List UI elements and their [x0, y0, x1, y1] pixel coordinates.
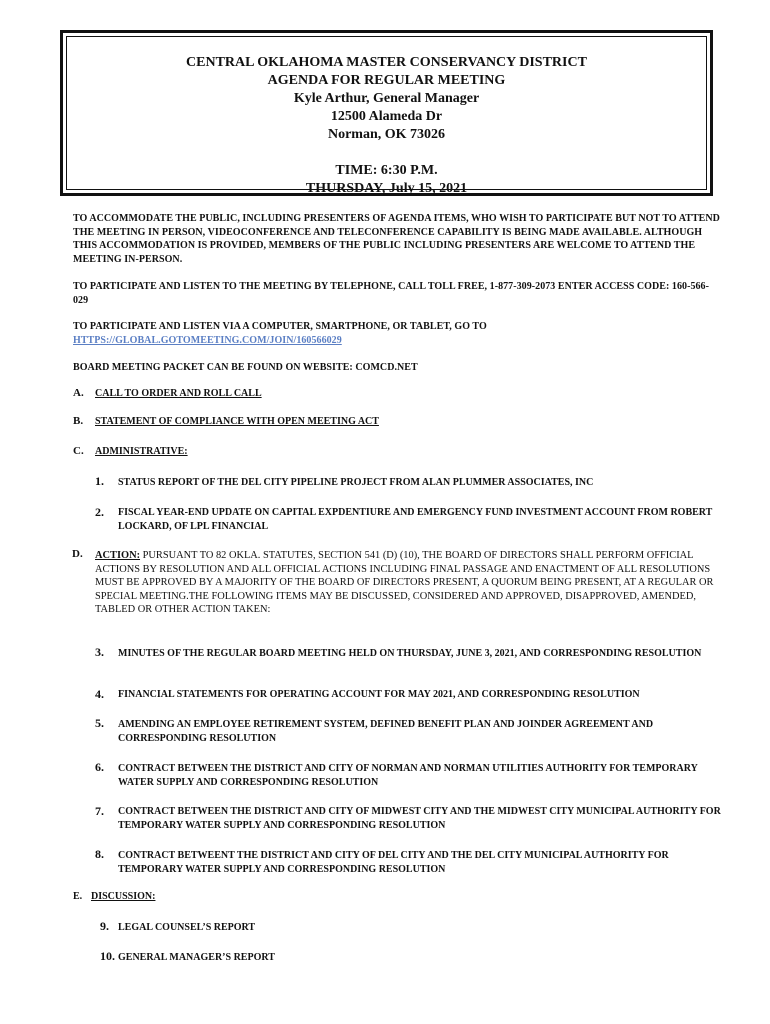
computer-notice-text: TO PARTICIPATE AND LISTEN VIA A COMPUTER, SMARTPHONE, OR TABLET, GO TO [73, 321, 487, 332]
computer-notice [73, 320, 723, 347]
address-line-1: 12500 Alameda Dr [330, 109, 443, 124]
agenda-item-5: AMENDING AN EMPLOYEE RETIREMENT SYSTEM, DEFINED BENEFIT PLAN AND JOINDER AGREEMENT AND CORRESPONDING RESOLUTION [118, 719, 654, 744]
item-number: 2. [95, 505, 104, 519]
action-statement [95, 549, 725, 617]
section-a-title: CALL TO ORDER AND ROLL CALL [95, 388, 262, 399]
section-c-letter: C. [73, 445, 84, 457]
agenda-item-3: MINUTES OF THE REGULAR BOARD MEETING HELD ON THURSDAY, JUNE 3, 2021, AND CORRESPONDING RESOLUTION [118, 648, 702, 659]
accommodation-notice: TO ACCOMMODATE THE PUBLIC, INCLUDING PRESENTERS OF AGENDA ITEMS, WHO WISH TO PARTICIPATE BUT NOT TO ATTEND THE MEETING IN PERSON, VIDEOCONFERENCE AND TELECONFERENCE CAPABILITY IS BEING MADE AVAILABLE. ALTHOUGH THIS ACCOMMODATION IS PROVIDED, MEMBERS OF THE PUBLIC INCLUDING PRESENTERS ARE WELCOME TO ATTEND THE MEETING IN-PERSON. [73, 213, 720, 265]
agenda-item-9: LEGAL COUNSEL’S REPORT [118, 922, 256, 933]
section-d-letter: D. [72, 548, 83, 560]
agenda-item-1: STATUS REPORT OF THE DEL CITY PIPELINE PROJECT FROM ALAN PLUMMER ASSOCIATES, INC [118, 477, 594, 488]
agenda-item-10: GENERAL MANAGER’S REPORT [118, 952, 275, 963]
agenda-subtitle: AGENDA FOR REGULAR MEETING [267, 73, 506, 88]
telephone-notice: TO PARTICIPATE AND LISTEN TO THE MEETING BY TELEPHONE, CALL TOLL FREE, 1-877-309-2073 ENTER ACCESS CODE: 160-566-029 [73, 281, 709, 306]
item-number: 7. [95, 804, 104, 818]
section-b-letter: B. [73, 415, 84, 427]
meeting-date: THURSDAY, July 15, 2021 [305, 181, 468, 196]
section-e-title: DISCUSSION: [91, 891, 156, 902]
general-manager: Kyle Arthur, General Manager [293, 91, 480, 106]
section-a-letter: A. [73, 387, 84, 399]
item-number: 10. [100, 949, 115, 963]
section-c-title: ADMINISTRATIVE: [95, 446, 188, 457]
section-e-letter: E. [73, 891, 83, 902]
item-number: 5. [95, 716, 104, 730]
section-d-title: ACTION: [95, 550, 141, 561]
agenda-item-8: CONTRACT BETWEENT THE DISTRICT AND CITY OF DEL CITY AND THE DEL CITY MUNICIPAL AUTHORITY FOR TEMPORARY WATER SUPPLY AND CORRESPONDING RESOLUTION [118, 850, 669, 875]
org-name: CENTRAL OKLAHOMA MASTER CONSERVANCY DISTRICT [186, 55, 587, 70]
agenda-item-7: CONTRACT BETWEEN THE DISTRICT AND CITY OF MIDWEST CITY AND THE MIDWEST CITY MUNICIPAL AUTHORITY FOR TEMPORARY WATER SUPPLY AND CORRESPONDING RESOLUTION [118, 806, 721, 831]
meeting-time: TIME: 6:30 P.M. [335, 163, 438, 178]
agenda-header-box [60, 30, 713, 196]
agenda-item-4: FINANCIAL STATEMENTS FOR OPERATING ACCOUNT FOR MAY 2021, AND CORRESPONDING RESOLUTION [118, 689, 640, 700]
agenda-item-6: CONTRACT BETWEEN THE DISTRICT AND CITY OF NORMAN AND NORMAN UTILITIES AUTHORITY FOR TEMPORARY WATER SUPPLY AND CORRESPONDING RESOLUTION [118, 763, 698, 788]
website-notice: BOARD MEETING PACKET CAN BE FOUND ON WEBSITE: COMCD.NET [73, 362, 418, 373]
item-number: 4. [95, 687, 104, 701]
item-number: 9. [100, 919, 109, 933]
item-number: 8. [95, 847, 104, 861]
address-line-2: Norman, OK 73026 [327, 127, 446, 142]
section-b-title: STATEMENT OF COMPLIANCE WITH OPEN MEETING ACT [95, 416, 379, 427]
agenda-item-2: FISCAL YEAR-END UPDATE ON CAPITAL EXPDENTIURE AND EMERGENCY FUND INVESTMENT ACCOUNT FROM ROBERT LOCKARD, OF LPL FINANCIAL [118, 507, 713, 532]
gotomeeting-link[interactable]: HTTPS://GLOBAL.GOTOMEETING.COM/JOIN/160566029 [73, 334, 342, 346]
action-text: PURSUANT TO 82 OKLA. STATUTES, SECTION 541 (D) (10), THE BOARD OF DIRECTORS SHALL PERFORM OFFICIAL ACTIONS BY RESOLUTION AND ALL OFFICIAL ACTIONS INCLUDING FINAL PASSAGE AND ENACTMENT OF ALL RESOLUTIONS MUST BE APPROVED BY A MAJORITY OF THE BOARD OF DIRECTORS PRESENT, A QUORUM BEING PRESENT, AT A REGULAR OR SPECIAL MEETING.THE FOLLOWING ITEMS MAY BE DISCUSSED, CONSIDERED AND APPROVED, DISAPPROVED, AMENDED, TABLED OR OTHER ACTION TAKEN: [95, 550, 714, 615]
item-number: 3. [95, 645, 104, 659]
item-number: 1. [95, 474, 104, 488]
item-number: 6. [95, 760, 104, 774]
